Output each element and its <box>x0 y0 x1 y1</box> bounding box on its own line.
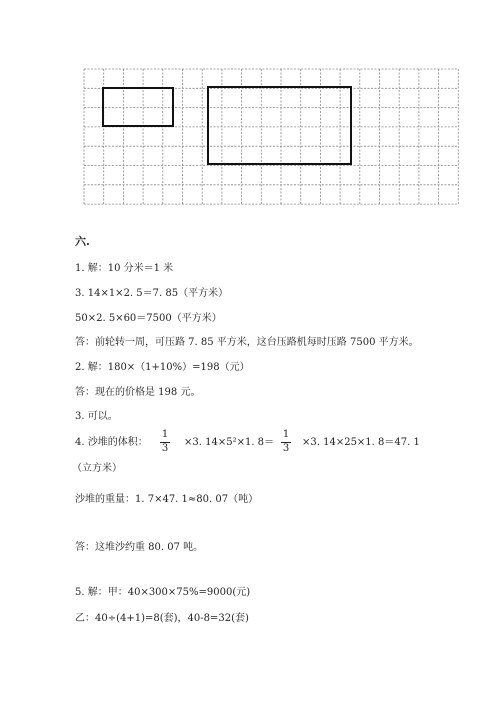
answer-line-1: 1. 解：10 分米＝1 米 <box>75 263 174 274</box>
fraction-denominator: 3 <box>282 443 290 454</box>
section-heading: 六. <box>75 235 90 248</box>
large-rectangle <box>208 87 351 164</box>
answer-line-6: 答：现在的价格是 198 元。 <box>75 387 201 398</box>
answer-line-7: 3. 可以。 <box>75 411 118 422</box>
answer-line-12: 5. 解：甲：40×300×75%=9000(元) <box>75 587 251 598</box>
fraction-denominator: 3 <box>161 443 169 454</box>
fraction-numerator: 1 <box>161 429 169 440</box>
grid-figure <box>0 0 500 215</box>
answer-line-3: 50×2. 5×60＝7500（平方米） <box>75 313 222 324</box>
sand-weight-answer: 答：这堆沙约重 80. 07 吨。 <box>75 542 204 553</box>
answer-line-13: 乙：40÷(4+1)=8(套)，40-8=32(套) <box>75 613 249 624</box>
grid-lines <box>84 69 458 204</box>
fraction-numerator: 1 <box>282 429 290 440</box>
sand-weight-line: 沙堆的重量：1. 7×47. 1≈80. 07（吨） <box>75 494 259 505</box>
answer-line-5: 2. 解：180×（1+10%）=198（元） <box>75 362 250 373</box>
sand-volume-expr-1: ×3. 14×5²×1. 8＝ <box>184 437 275 448</box>
sand-volume-label: 4. 沙堆的体积： <box>75 437 148 448</box>
answer-line-4: 答：前轮转一周，可压路 7. 85 平方米，这台压路机每时压路 7500 平方米。 <box>75 337 419 348</box>
volume-unit: （立方米） <box>72 463 122 474</box>
sand-volume-expr-2: ×3. 14×25×1. 8＝47. 1 <box>302 437 420 448</box>
answer-line-2: 3. 14×1×2. 5＝7. 85（平方米） <box>75 288 229 299</box>
